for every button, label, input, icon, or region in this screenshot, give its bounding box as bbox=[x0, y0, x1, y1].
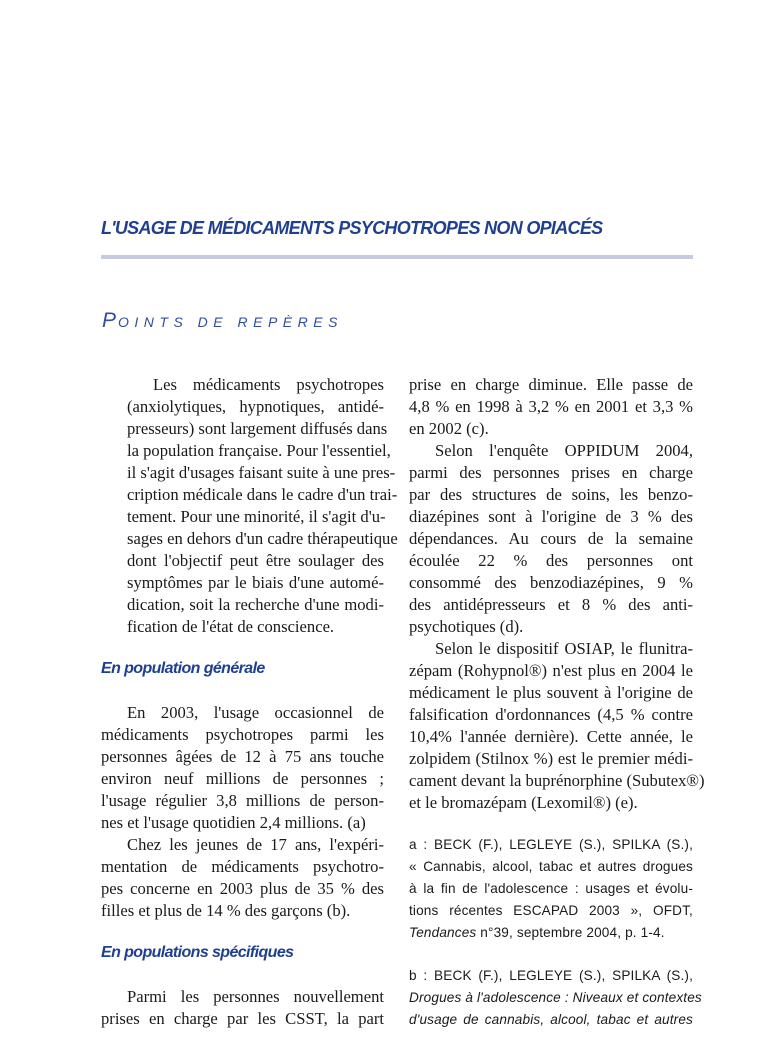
text-line: falsification d'ordonnances (4,5 % contre bbox=[409, 705, 693, 724]
text-line: écoulée 22 % des personnes ont bbox=[409, 551, 693, 570]
text-line bbox=[409, 922, 693, 944]
text-line: cription médicale dans le cadre d'un trai- bbox=[127, 485, 398, 504]
text-line: En 2003, l'usage occasionnel de bbox=[127, 703, 384, 722]
text-line: personnes âgées de 12 à 75 ans touche bbox=[101, 747, 384, 766]
text-line: parmi des personnes prises en charge bbox=[409, 463, 693, 482]
text-line: la population française. Pour l'essentiel, bbox=[127, 441, 391, 460]
subheading-general-population: En population générale bbox=[101, 660, 265, 677]
text-line: diazépines sont à l'origine de 3 % des bbox=[409, 507, 693, 526]
text-line: il s'agit d'usages faisant suite à une pres- bbox=[127, 463, 396, 482]
text-line: b : BECK (F.), LEGLEYE (S.), SPILKA (S.), bbox=[409, 968, 693, 983]
text-line: des antidépresseurs et 8 % des anti- bbox=[409, 595, 693, 614]
text-line: 10,4% l'année dernière). Cette année, le bbox=[409, 727, 693, 746]
text-line: presseurs) sont largement diffusés dans bbox=[127, 419, 388, 438]
text-line: Les médicaments psychotropes bbox=[153, 375, 384, 394]
section-heading-initial: P bbox=[102, 309, 119, 332]
text-line: médicament le plus souvent à l'origine de bbox=[409, 683, 693, 702]
text-line: dication, soit la recherche d'une modi- bbox=[127, 595, 384, 614]
reference-a bbox=[409, 834, 693, 944]
osiap-paragraph bbox=[409, 638, 705, 814]
text-line: Drogues à l'adolescence : Niveaux et contextes bbox=[409, 990, 702, 1005]
section-heading-rest: OINTS DE REPÈRES bbox=[118, 314, 343, 330]
text-line: sages en dehors d'un cadre thérapeutique bbox=[127, 529, 398, 548]
text-line: consommé des benzodiazépines, 9 % bbox=[409, 573, 693, 592]
text-line: filles et plus de 14 % des garçons (b). bbox=[101, 901, 351, 920]
text-line: à la fin de l'adolescence : usages et évolu- bbox=[409, 881, 693, 896]
left-column bbox=[101, 374, 398, 1030]
text-line: médicaments psychotropes parmi les bbox=[101, 725, 384, 744]
page-title: L'USAGE DE MÉDICAMENTS PSYCHOTROPES NON OPIACÉS bbox=[101, 218, 603, 238]
text-line: l'usage régulier 3,8 millions de person- bbox=[101, 791, 384, 810]
text-line: par des structures de soins, les benzo- bbox=[409, 485, 693, 504]
text-line: prise en charge diminue. Elle passe de bbox=[409, 375, 693, 394]
text-line: mentation de médicaments psychotro- bbox=[101, 857, 384, 876]
text-line: psychotiques (d). bbox=[409, 617, 524, 636]
specific-populations-paragraph bbox=[101, 986, 384, 1030]
text-line: « Cannabis, alcool, tabac et autres drogues bbox=[409, 859, 693, 874]
intro-paragraph bbox=[101, 374, 398, 638]
text-line: dépendances. Au cours de la semaine bbox=[409, 529, 693, 548]
citation-details: n°39, septembre 2004, p. 1-4. bbox=[476, 925, 665, 940]
text-line: cament devant la buprénorphine (Subutex®) bbox=[409, 771, 705, 790]
text-line: prises en charge par les CSST, la part bbox=[101, 1009, 384, 1028]
text-line: Parmi les personnes nouvellement bbox=[127, 987, 384, 1006]
title-divider bbox=[101, 255, 693, 259]
text-line: d'usage de cannabis, alcool, tabac et autres bbox=[409, 1012, 693, 1027]
subheading-specific-populations: En populations spécifiques bbox=[101, 944, 294, 961]
text-line: Chez les jeunes de 17 ans, l'expéri- bbox=[127, 835, 384, 854]
text-line: nes et l'usage quotidien 2,4 millions. (a) bbox=[101, 813, 366, 832]
continued-paragraph bbox=[409, 374, 693, 440]
references bbox=[409, 834, 702, 1031]
text-line: dont l'objectif peut être soulager des bbox=[127, 551, 384, 570]
text-line: tement. Pour une minorité, il s'agit d'u- bbox=[127, 507, 386, 526]
text-line: environ neuf millions de personnes ; bbox=[101, 769, 384, 788]
general-population-paragraph bbox=[101, 702, 384, 834]
text-line: et le bromazépam (Lexomil®) (e). bbox=[409, 793, 638, 812]
youth-paragraph bbox=[101, 834, 384, 922]
text-line: Selon le dispositif OSIAP, le flunitra- bbox=[435, 639, 693, 658]
text-line: (anxiolytiques, hypnotiques, antidé- bbox=[127, 397, 384, 416]
right-column bbox=[409, 374, 705, 1052]
journal-title: Tendances bbox=[409, 925, 477, 940]
text-line: a : BECK (F.), LEGLEYE (S.), SPILKA (S.), bbox=[409, 837, 693, 852]
text-line: zépam (Rohypnol®) n'est plus en 2004 le bbox=[409, 661, 693, 680]
text-line: zolpidem (Stilnox %) est le premier médi- bbox=[409, 749, 693, 768]
text-line: en 2002 (c). bbox=[409, 419, 489, 438]
oppidum-paragraph bbox=[409, 440, 693, 638]
text-line: fication de l'état de conscience. bbox=[127, 617, 335, 636]
section-heading bbox=[102, 309, 343, 333]
text-line: tions récentes ESCAPAD 2003 », OFDT, bbox=[409, 903, 693, 918]
text-line: symptômes par le biais d'une automé- bbox=[127, 573, 384, 592]
text-line: 4,8 % en 1998 à 3,2 % en 2001 et 3,3 % bbox=[409, 397, 693, 416]
text-line: Selon l'enquête OPPIDUM 2004, bbox=[435, 441, 693, 460]
reference-b bbox=[409, 965, 702, 1031]
text-line: pes concerne en 2003 plus de 35 % des bbox=[101, 879, 384, 898]
